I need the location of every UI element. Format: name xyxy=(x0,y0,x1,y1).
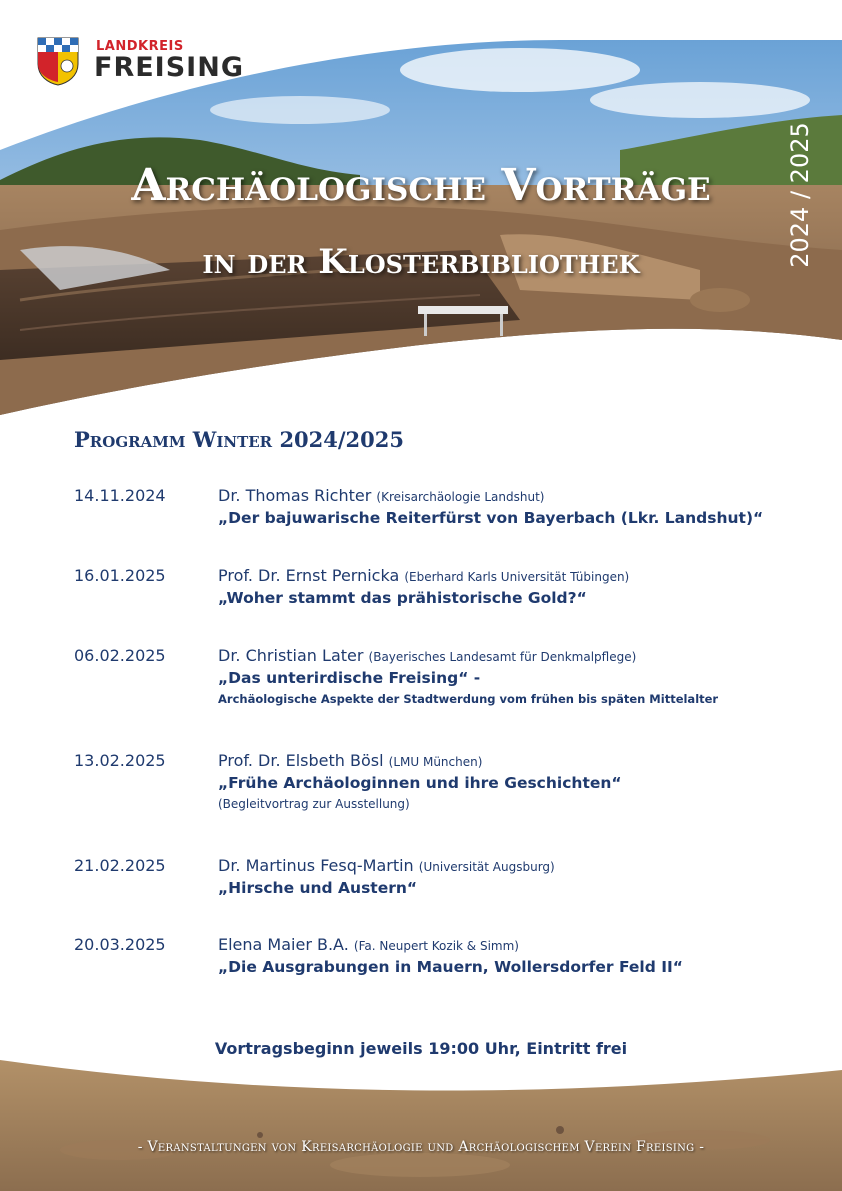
season-year-text: 2024 / 2025 xyxy=(786,122,814,268)
event-subtitle: Archäologische Aspekte der Stadtwerdung vom frühen bis späten Mittelalter xyxy=(218,692,719,706)
landkreis-freising-logo xyxy=(36,36,246,92)
event-speaker: Dr. Thomas Richter xyxy=(218,486,372,505)
event-speaker: Dr. Christian Later xyxy=(218,646,364,665)
event-affiliation: (Fa. Neupert Kozik & Simm) xyxy=(353,939,519,953)
footer-organizers: - Veranstaltungen von Kreisarchäologie und Archäologischem Verein Freising - xyxy=(137,1139,705,1155)
event-date: 21.02.2025 xyxy=(74,856,166,875)
event-date: 16.01.2025 xyxy=(74,566,166,585)
event-speaker-line xyxy=(218,856,818,875)
logo-landkreis-text: LANDKREIS xyxy=(96,39,184,54)
season-year-vertical xyxy=(770,120,830,270)
event-date: 20.03.2025 xyxy=(74,935,166,954)
program-heading: Programm Winter 2024/2025 xyxy=(74,427,405,452)
event-title: „Die Ausgrabungen in Mauern, Wollersdorfer Feld II“ xyxy=(218,958,683,976)
event-affiliation: (LMU München) xyxy=(388,755,483,769)
event-affiliation: (Kreisarchäologie Landshut) xyxy=(376,490,545,504)
event-speaker: Prof. Dr. Elsbeth Bösl xyxy=(218,751,384,770)
start-info: Vortragsbeginn jeweils 19:00 Uhr, Eintritt frei xyxy=(214,1039,628,1058)
event-speaker-line xyxy=(218,646,818,665)
main-subtitle: in der Klosterbibliothek xyxy=(202,242,640,282)
coat-of-arms-icon xyxy=(36,36,80,86)
event-title: „Hirsche und Austern“ xyxy=(218,879,418,897)
footer-excavation-image xyxy=(0,1040,842,1191)
event-affiliation: (Bayerisches Landesamt für Denkmalpflege) xyxy=(368,650,637,664)
event-date: 14.11.2024 xyxy=(74,486,166,505)
event-speaker-line xyxy=(218,566,818,585)
event-date: 13.02.2025 xyxy=(74,751,166,770)
event-speaker: Elena Maier B.A. xyxy=(218,935,349,954)
event-speaker-line xyxy=(218,935,818,954)
event-speaker: Prof. Dr. Ernst Pernicka xyxy=(218,566,400,585)
logo-freising-text: FREISING xyxy=(94,52,244,83)
event-speaker-line xyxy=(218,486,818,505)
event-speaker: Dr. Martinus Fesq-Martin xyxy=(218,856,414,875)
event-date: 06.02.2025 xyxy=(74,646,166,665)
event-title: „Der bajuwarische Reiterfürst von Bayerbach (Lkr. Landshut)“ xyxy=(218,509,764,527)
event-title: „Woher stammt das prähistorische Gold?“ xyxy=(218,589,587,607)
main-title: Archäologische Vorträge xyxy=(131,160,711,211)
event-affiliation: (Eberhard Karls Universität Tübingen) xyxy=(404,570,630,584)
event-speaker-line xyxy=(218,751,818,770)
event-title: „Das unterirdische Freising“ - xyxy=(218,669,481,687)
event-title: „Frühe Archäologinnen und ihre Geschichten“ xyxy=(218,774,622,792)
event-note: (Begleitvortrag zur Ausstellung) xyxy=(218,797,410,811)
event-affiliation: (Universität Augsburg) xyxy=(418,860,555,874)
